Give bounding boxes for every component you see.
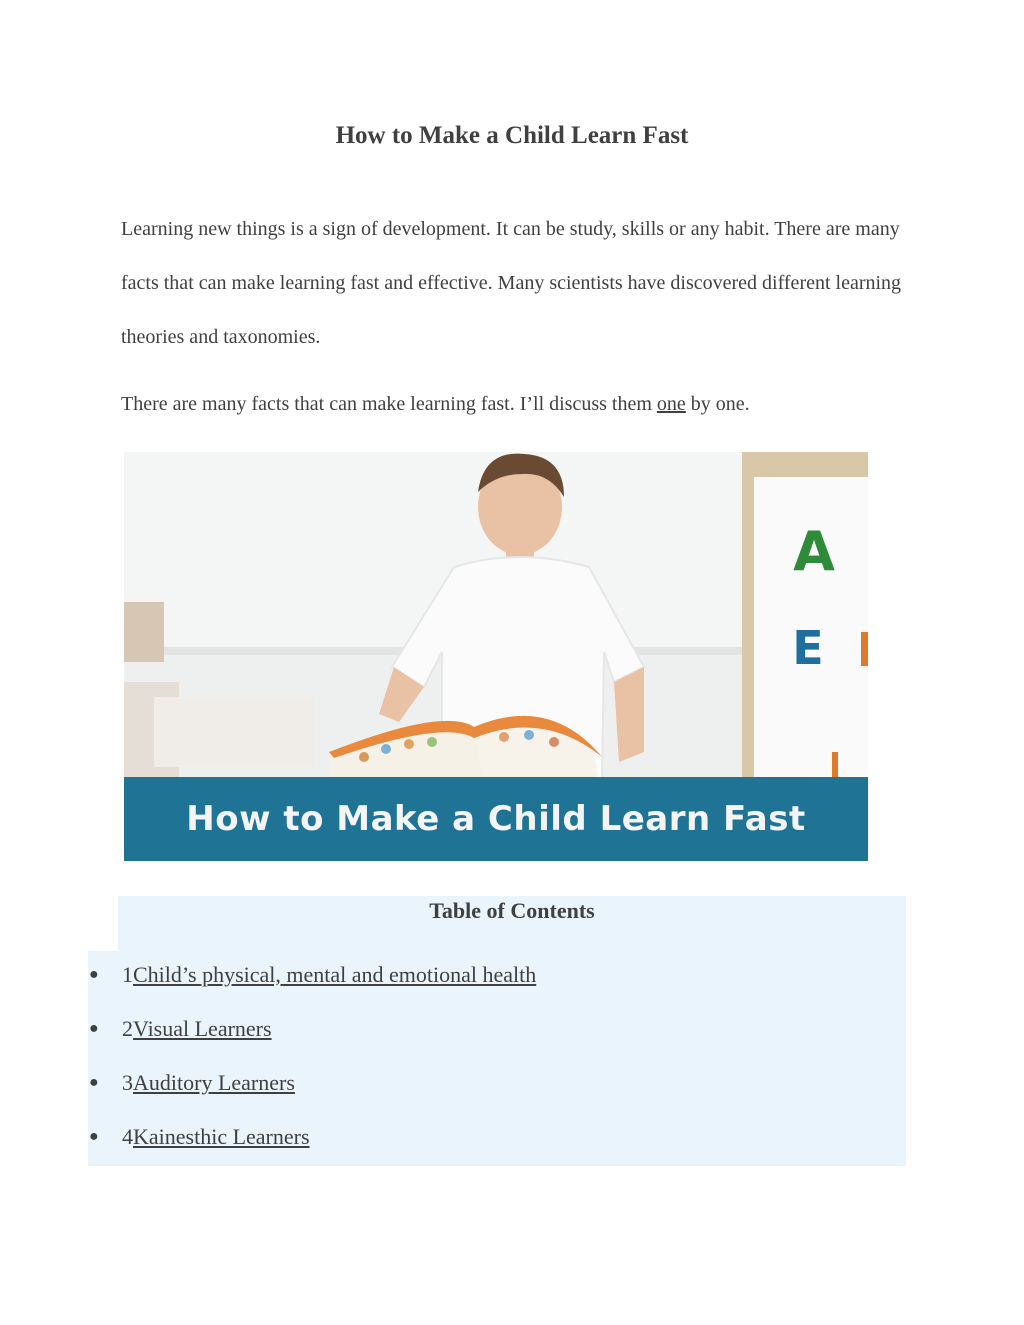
book-picture-3 — [404, 739, 414, 749]
second-paragraph — [121, 388, 911, 420]
book-picture-1 — [359, 752, 369, 762]
second-paragraph-text-start: There are many facts that can make learning fast. I’ll discuss them — [121, 393, 657, 415]
one-link[interactable]: one — [656, 393, 686, 415]
toc-title: Table of Contents — [429, 898, 595, 923]
board-letter-a: A — [793, 520, 835, 583]
toc-item-number: 1 — [122, 962, 133, 987]
bullet-icon: ● — [89, 1020, 99, 1037]
hero-banner-text: How to Make a Child Learn Fast — [186, 799, 806, 839]
toc-link-visual-learners[interactable]: Visual Learners — [133, 1016, 272, 1041]
book-picture-5 — [499, 732, 509, 742]
page-title: How to Make a Child Learn Fast — [335, 122, 689, 149]
bullet-icon: ● — [89, 966, 99, 983]
toc-item-number: 3 — [122, 1070, 133, 1095]
toc-item — [88, 1002, 536, 1056]
intro-paragraph: Learning new things is a sign of development. It can be study, skills or any habit. There are many facts that can make learning fast and effective. Many scientists have discovered different learning theories and taxonomies. — [121, 218, 902, 348]
toc-item — [88, 948, 536, 1002]
toc-link-auditory-learners[interactable]: Auditory Learners — [133, 1070, 295, 1095]
book-picture-4 — [427, 737, 437, 747]
shelf-left — [124, 602, 164, 662]
toc-link-physical-health[interactable]: Child’s physical, mental and emotional health — [133, 962, 537, 987]
second-paragraph-text-end: by one. — [685, 393, 750, 415]
bullet-icon: ● — [89, 1128, 99, 1145]
book-picture-2 — [381, 744, 391, 754]
table-left — [154, 697, 314, 767]
hero-image — [124, 452, 868, 861]
book-picture-6 — [524, 730, 534, 740]
book-picture-7 — [549, 737, 559, 747]
board-orange-mark — [861, 632, 868, 666]
toc-item — [88, 1110, 536, 1164]
hero-banner — [124, 777, 868, 861]
child-arm-right — [614, 667, 644, 762]
toc-item — [88, 1056, 536, 1110]
toc-link-kainesthic-learners[interactable]: Kainesthic Learners — [133, 1124, 310, 1149]
toc-list — [88, 948, 536, 1164]
toc-item-number: 2 — [122, 1016, 133, 1041]
bullet-icon: ● — [89, 1074, 99, 1091]
board-letter-e: E — [792, 621, 824, 675]
toc-item-number: 4 — [122, 1124, 133, 1149]
